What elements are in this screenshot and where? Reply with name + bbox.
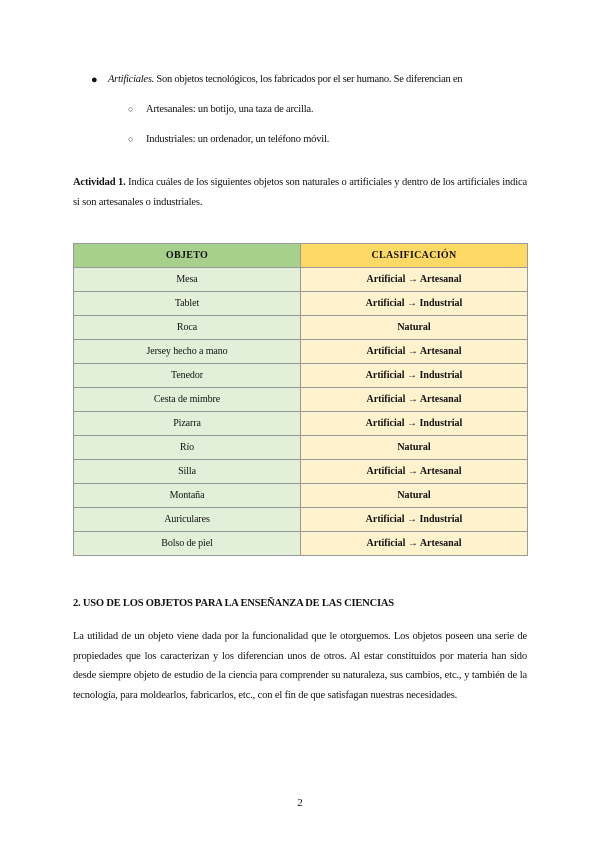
table-row	[74, 460, 528, 484]
classification-cell: Natural	[301, 484, 528, 508]
object-cell: Tenedor	[74, 364, 301, 388]
table-row	[74, 340, 528, 364]
bullet-dot-icon: ●	[91, 74, 98, 86]
classification-cell: Natural	[301, 436, 528, 460]
object-cell: Cesta de mimbre	[74, 388, 301, 412]
table-row	[74, 532, 528, 556]
header-clasificacion: CLASIFICACIÓN	[301, 244, 528, 268]
circle-bullet-icon: ○	[128, 134, 134, 144]
bullet-text	[108, 73, 462, 87]
classification-cell: Artificial → Artesanal	[301, 532, 528, 556]
subitem-text: Artesanales: un botijo, una taza de arcilla.	[146, 104, 314, 115]
object-cell: Mesa	[74, 268, 301, 292]
object-cell: Silla	[74, 460, 301, 484]
table-row	[74, 508, 528, 532]
activity-text: Indica cuáles de los siguientes objetos son naturales o artificiales y dentro de los artificiales indica si son artesanales o industriales.	[73, 177, 527, 208]
object-cell: Jersey hecho a mano	[74, 340, 301, 364]
activity-instruction	[73, 173, 527, 213]
object-cell: Tablet	[74, 292, 301, 316]
object-cell: Roca	[74, 316, 301, 340]
object-cell: Río	[74, 436, 301, 460]
subitem-text: Industriales: un ordenador, un teléfono móvil.	[146, 134, 330, 145]
classification-cell: Artificial → Artesanal	[301, 340, 528, 364]
header-objeto: OBJETO	[74, 244, 301, 268]
activity-label: Actividad 1.	[73, 177, 126, 188]
table-row	[74, 364, 528, 388]
table-header-row	[74, 244, 528, 268]
subitem-artesanales	[128, 102, 313, 117]
table-row	[74, 412, 528, 436]
page-number: 2	[297, 797, 303, 809]
classification-cell: Artificial → Artesanal	[301, 388, 528, 412]
object-cell: Montaña	[74, 484, 301, 508]
section-paragraph: La utilidad de un objeto viene dada por la funcionalidad que le otorguemos. Los objetos poseen una serie de propiedades que los caracterizan y los diferencian unos de otros. Al estar constituidos por materia han sido desde siempre objeto de estudio de la ciencia para comprender su naturaleza, sus cambios, etc., y también de la tecnología, para moldearlos, fabricarlos, etc., con el fin de que satisfagan nuestras necesidades.	[73, 631, 527, 701]
subitem-industriales	[128, 132, 329, 147]
classification-table	[73, 243, 528, 556]
object-cell: Bolso de piel	[74, 532, 301, 556]
classification-cell: Artificial → Industrial	[301, 508, 528, 532]
table-row	[74, 484, 528, 508]
table-row	[74, 268, 528, 292]
table-row	[74, 436, 528, 460]
table-row	[74, 316, 528, 340]
table-row	[74, 292, 528, 316]
section-title: 2. USO DE LOS OBJETOS PARA LA ENSEÑANZA DE LAS CIENCIAS	[73, 598, 394, 609]
classification-cell: Natural	[301, 316, 528, 340]
object-cell: Pizarra	[74, 412, 301, 436]
bullet-lead: Artificiales.	[108, 74, 155, 85]
object-cell: Auriculares	[74, 508, 301, 532]
circle-bullet-icon: ○	[128, 104, 134, 114]
classification-cell: Artificial → Industrial	[301, 412, 528, 436]
classification-cell: Artificial → Artesanal	[301, 268, 528, 292]
classification-cell: Artificial → Industrial	[301, 364, 528, 388]
bullet-body: Son objetos tecnológicos, los fabricados por el ser humano. Se diferencian en	[154, 74, 463, 85]
classification-cell: Artificial → Industrial	[301, 292, 528, 316]
classification-cell: Artificial → Artesanal	[301, 460, 528, 484]
table-row	[74, 388, 528, 412]
